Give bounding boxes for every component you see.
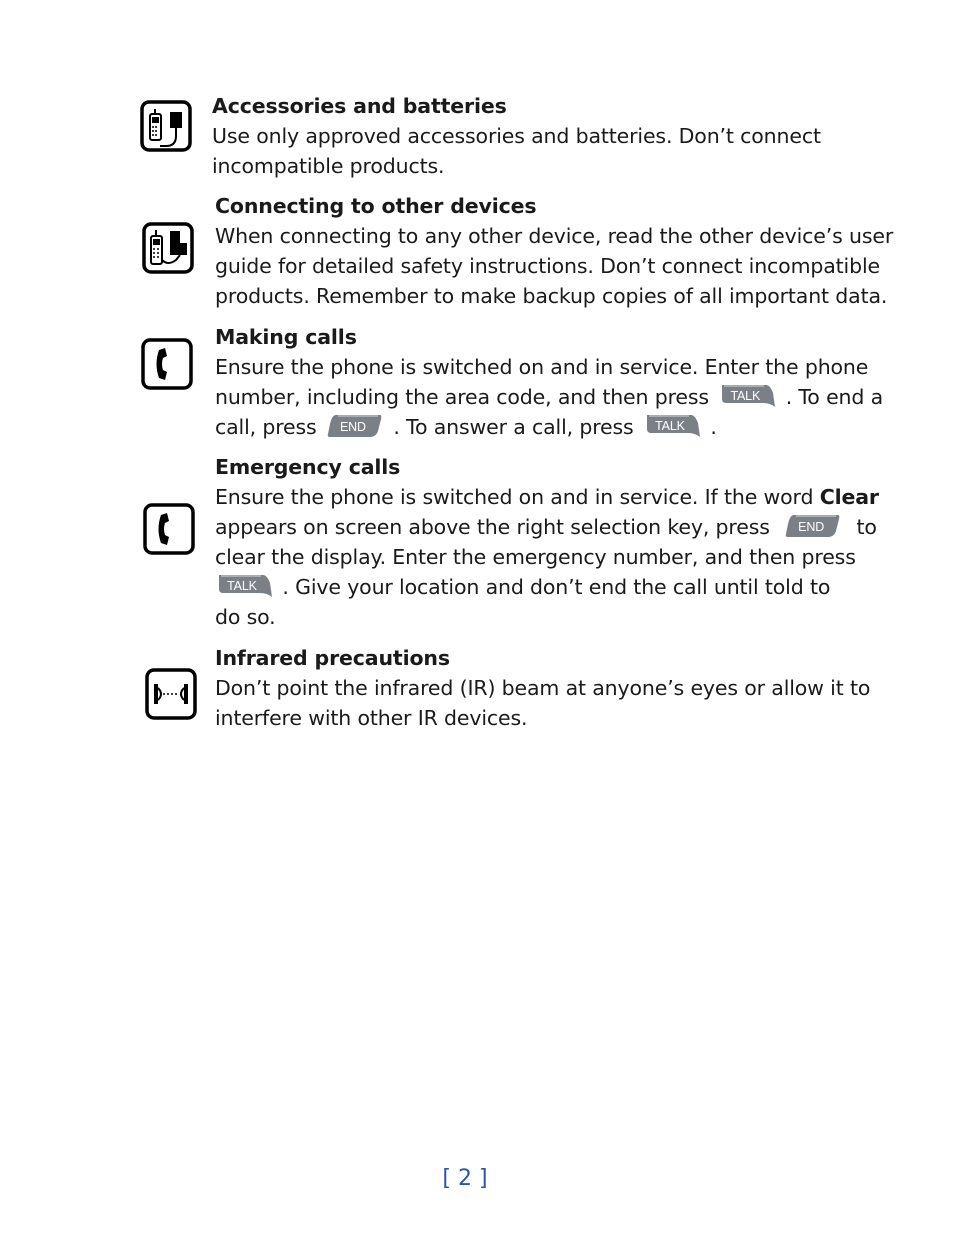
body-text: . Give your location and don’t end the call until told to	[282, 575, 831, 599]
talk-key-label: TALK	[730, 389, 761, 403]
phone-handset-icon	[143, 503, 195, 555]
clear-keyword: Clear	[819, 485, 879, 509]
section-text	[215, 322, 884, 442]
body-text: . To end a	[785, 385, 884, 409]
section-title: Infrared precautions	[215, 646, 450, 670]
body-text: appears on screen above the right selection key, press	[215, 515, 770, 539]
section-text	[215, 452, 879, 632]
body-line	[215, 512, 877, 542]
body-line: guide for detailed safety instructions. Don’t connect incompatible	[215, 254, 880, 278]
body-line: products. Remember to make backup copies of all important data.	[215, 284, 888, 308]
page-number: [ 2 ]	[442, 1166, 488, 1191]
connecting-devices-icon	[142, 222, 194, 274]
talk-key-icon	[718, 383, 776, 409]
body-text: Ensure the phone is switched on and in service. If the word	[215, 485, 814, 509]
end-key-icon	[326, 413, 384, 439]
section-title: Emergency calls	[215, 455, 401, 479]
talk-key-icon	[215, 573, 273, 599]
body-text: . To answer a call, press	[393, 415, 634, 439]
section-title: Accessories and batteries	[212, 94, 507, 118]
body-line: interfere with other IR devices.	[215, 706, 528, 730]
body-line: do so.	[215, 605, 276, 629]
body-text: number, including the area code, and then press	[215, 385, 709, 409]
talk-key-label: TALK	[655, 419, 685, 433]
body-line: clear the display. Enter the emergency number, and then press	[215, 545, 856, 569]
phone-handset-icon	[141, 338, 193, 390]
talk-key-label: TALK	[227, 579, 257, 593]
body-text: .	[710, 415, 717, 439]
body-line	[215, 482, 879, 512]
body-line: incompatible products.	[212, 154, 445, 178]
end-key-label: END	[339, 420, 366, 434]
body-line: When connecting to any other device, read the other device’s user	[215, 224, 894, 248]
section-text	[215, 191, 894, 311]
section-text	[212, 91, 837, 181]
body-line: Ensure the phone is switched on and in service. Enter the phone	[215, 355, 869, 379]
accessories-icon	[140, 100, 192, 152]
section-text	[215, 643, 871, 733]
section-title: Making calls	[215, 325, 357, 349]
body-line	[215, 572, 840, 602]
section-title: Connecting to other devices	[215, 194, 537, 218]
body-line	[215, 412, 840, 442]
end-key-label: END	[798, 520, 825, 534]
body-line: Don’t point the infrared (IR) beam at anyone’s eyes or allow it to	[215, 676, 871, 700]
infrared-icon	[145, 668, 197, 720]
end-key-icon	[784, 513, 842, 539]
talk-key-icon	[643, 413, 701, 439]
body-line: Use only approved accessories and batteries. Don’t connect	[212, 124, 821, 148]
body-text: call, press	[215, 415, 317, 439]
body-text: to	[856, 515, 877, 539]
body-line	[215, 382, 884, 412]
